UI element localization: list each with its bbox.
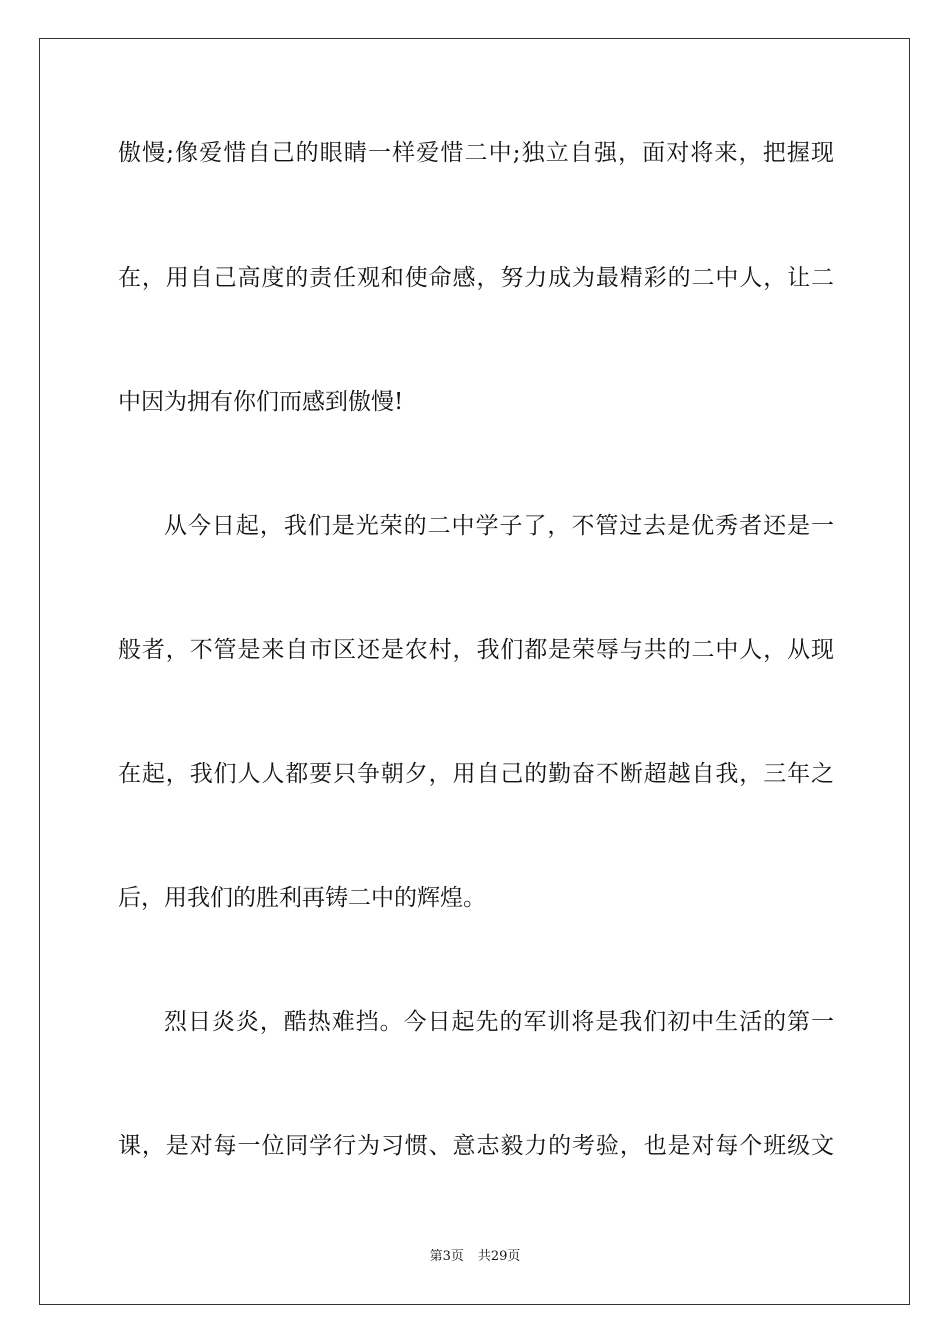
page-frame	[39, 38, 910, 1305]
page-number: 第3页	[429, 1249, 464, 1264]
page-footer	[0, 1248, 950, 1266]
paragraph-first-line: 烈日炎炎，酷热难挡。今日起先的军训将是我们初中生活的第一	[164, 1009, 834, 1035]
text-line: 在起，我们人人都要只争朝夕，用自己的勤奋不断超越自我，三年之	[118, 761, 834, 787]
text-line: 傲慢;像爱惜自己的眼睛一样爱惜二中;独立自强，面对将来，把握现	[118, 140, 834, 166]
text-line: 后，用我们的胜利再铸二中的辉煌。	[118, 885, 486, 911]
text-line: 在，用自己高度的责任观和使命感，努力成为最精彩的二中人，让二	[118, 265, 834, 291]
total-pages: 共29页	[477, 1249, 521, 1264]
text-line: 般者，不管是来自市区还是农村，我们都是荣辱与共的二中人，从现	[118, 637, 834, 663]
text-line: 课，是对每一位同学行为习惯、意志毅力的考验，也是对每个班级文	[118, 1133, 834, 1159]
paragraph-first-line: 从今日起，我们是光荣的二中学子了，不管过去是优秀者还是一	[164, 513, 834, 539]
text-line: 中因为拥有你们而感到傲慢!	[118, 389, 404, 415]
